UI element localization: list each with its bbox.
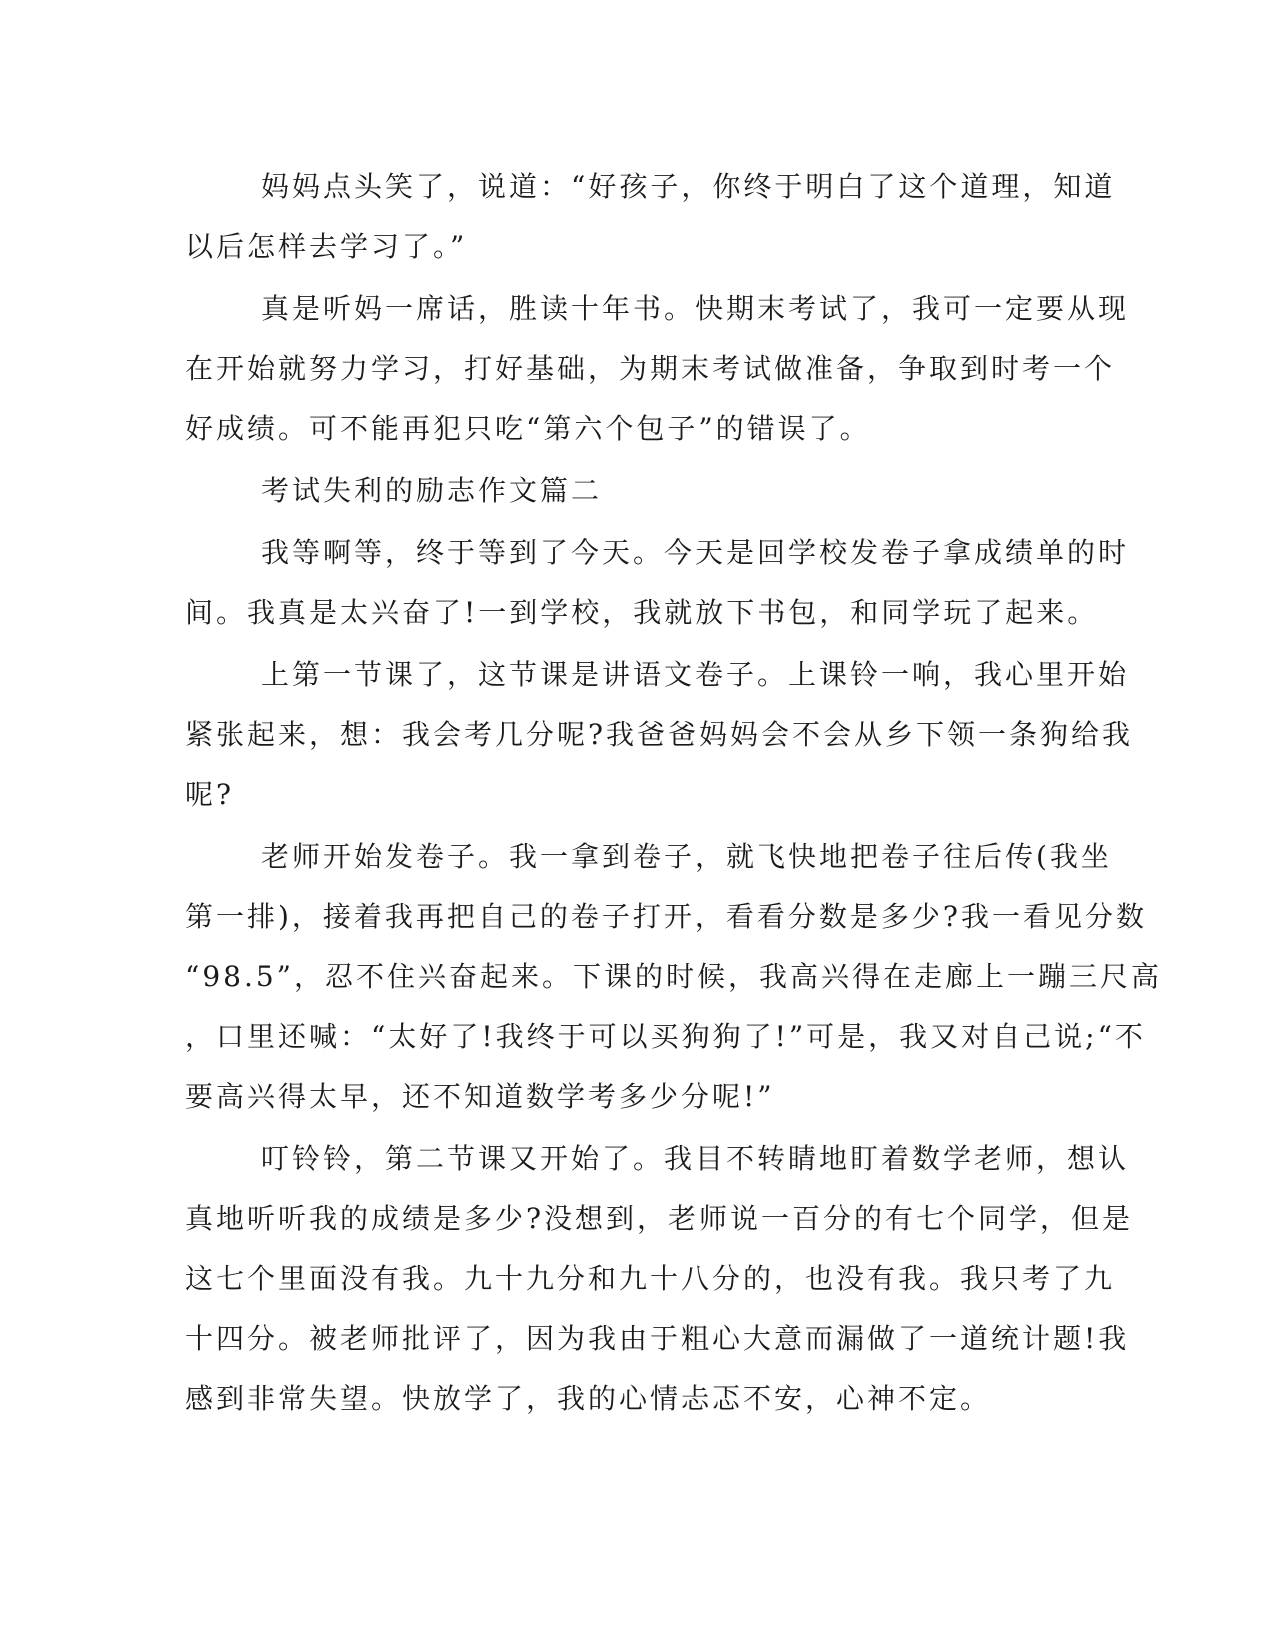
text-line: 十四分。被老师批评了，因为我由于粗心大意而漏做了一道统计题!我 — [185, 1322, 1130, 1355]
paragraph — [185, 279, 1130, 459]
paragraph — [185, 1129, 1134, 1429]
text-line: 以后怎样去学习了。” — [185, 230, 468, 263]
text-line: 考试失利的励志作文篇二 — [261, 474, 603, 507]
text-line: 叮铃铃，第二节课又开始了。我目不转睛地盯着数学老师，想认 — [261, 1142, 1130, 1175]
paragraph — [185, 157, 1116, 277]
text-line: 间。我真是太兴奋了!一到学校，我就放下书包，和同学玩了起来。 — [185, 596, 1099, 629]
text-line: 好成绩。可不能再犯只吃“第六个包子”的错误了。 — [185, 412, 871, 445]
text-line: “98.5”，忍不住兴奋起来。下课的时候，我高兴得在走廊上一蹦三尺高 — [185, 960, 1162, 993]
text-line: 感到非常失望。快放学了，我的心情忐忑不安，心神不定。 — [185, 1382, 992, 1415]
text-line: ，口里还喊：“太好了!我终于可以买狗狗了!”可是，我又对自己说;“不 — [185, 1020, 1146, 1053]
text-line: 真地听听我的成绩是多少?没想到，老师说一百分的有七个同学，但是 — [185, 1202, 1134, 1235]
text-line: 上第一节课了，这节课是讲语文卷子。上课铃一响，我心里开始 — [261, 658, 1130, 691]
text-line: 真是听妈一席话，胜读十年书。快期末考试了，我可一定要从现 — [261, 292, 1130, 325]
section-heading — [185, 461, 1085, 521]
text-line: 呢? — [185, 778, 235, 811]
text-line: 我等啊等，终于等到了今天。今天是回学校发卷子拿成绩单的时 — [261, 536, 1130, 569]
text-line: 要高兴得太早，还不知道数学考多少分呢!” — [185, 1080, 775, 1113]
paragraph — [185, 827, 1162, 1127]
text-line: 这七个里面没有我。九十九分和九十八分的，也没有我。我只考了九 — [185, 1262, 1116, 1295]
paragraph — [185, 645, 1134, 825]
text-line: 第一排)，接着我再把自己的卷子打开，看看分数是多少?我一看见分数 — [185, 900, 1147, 933]
text-line: 紧张起来，想：我会考几分呢?我爸爸妈妈会不会从乡下领一条狗给我 — [185, 718, 1134, 751]
text-line: 在开始就努力学习，打好基础，为期末考试做准备，争取到时考一个 — [185, 352, 1116, 385]
text-line: 老师开始发卷子。我一拿到卷子，就飞快地把卷子往后传(我坐 — [261, 840, 1112, 873]
text-line: 妈妈点头笑了，说道：“好孩子，你终于明白了这个道理，知道 — [261, 170, 1116, 203]
paragraph — [185, 523, 1130, 643]
document-body — [185, 157, 1162, 1429]
